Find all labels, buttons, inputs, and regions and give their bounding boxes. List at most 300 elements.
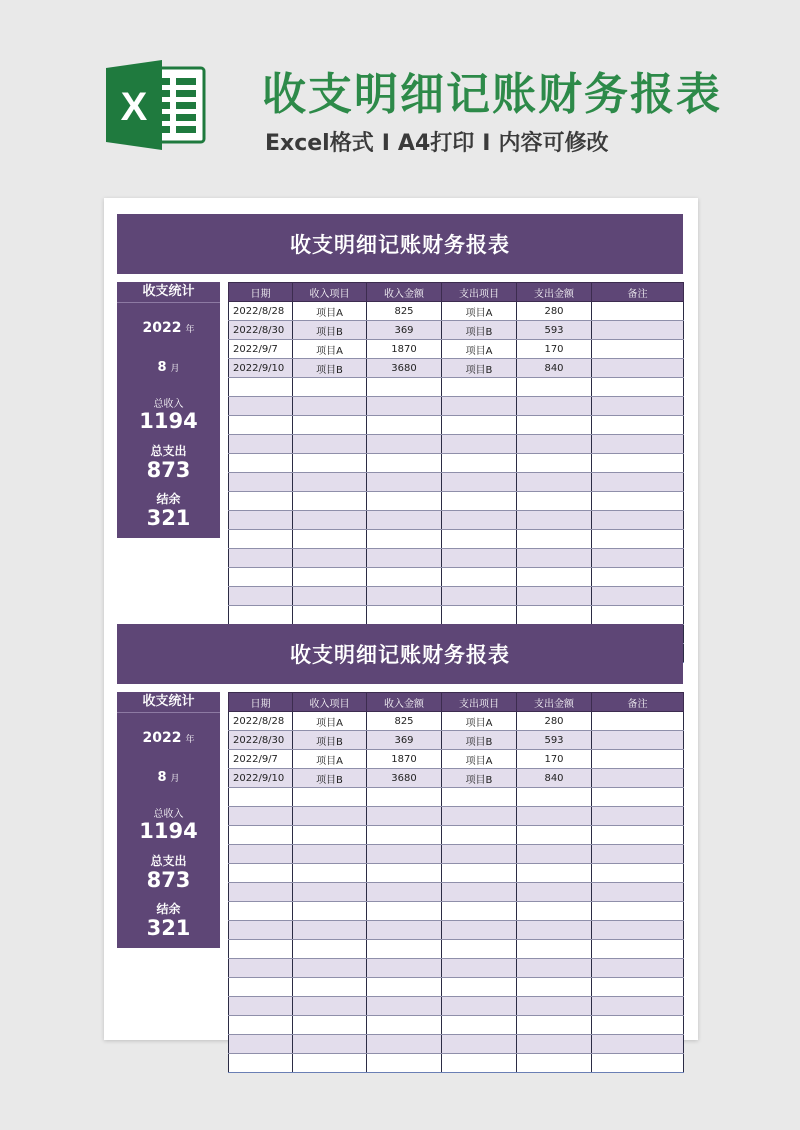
table-cell-empty[interactable] bbox=[293, 397, 367, 416]
table-cell-empty[interactable] bbox=[442, 1054, 517, 1073]
table-cell-empty[interactable] bbox=[367, 454, 442, 473]
total-expense-value: 873 bbox=[146, 868, 191, 892]
table-cell-empty[interactable] bbox=[592, 511, 684, 530]
column-header: 日期 bbox=[229, 283, 293, 302]
table-row bbox=[229, 321, 684, 340]
table-cell-empty[interactable] bbox=[367, 511, 442, 530]
summary-panel bbox=[117, 282, 220, 538]
column-header: 收入项目 bbox=[293, 693, 367, 712]
table-cell[interactable]: 项目A bbox=[442, 712, 517, 731]
table-cell-empty[interactable] bbox=[367, 473, 442, 492]
table-cell[interactable] bbox=[592, 750, 684, 769]
table-cell[interactable] bbox=[592, 769, 684, 788]
table-cell-empty[interactable] bbox=[517, 454, 592, 473]
table-cell-empty[interactable] bbox=[442, 921, 517, 940]
table-cell-empty[interactable] bbox=[517, 1035, 592, 1054]
table-cell-empty[interactable] bbox=[293, 997, 367, 1016]
table-cell-empty[interactable] bbox=[229, 978, 293, 997]
table-cell[interactable]: 369 bbox=[367, 321, 442, 340]
table-cell[interactable]: 项目B bbox=[442, 731, 517, 750]
table-row bbox=[229, 883, 684, 902]
table-cell-empty[interactable] bbox=[442, 568, 517, 587]
table-cell[interactable]: 2022/9/10 bbox=[229, 359, 293, 378]
table-cell-empty[interactable] bbox=[442, 1035, 517, 1054]
table-cell-empty[interactable] bbox=[517, 549, 592, 568]
table-cell-empty[interactable] bbox=[442, 416, 517, 435]
table-cell-empty[interactable] bbox=[229, 826, 293, 845]
table-cell[interactable]: 2022/9/10 bbox=[229, 769, 293, 788]
table-cell[interactable]: 项目A bbox=[293, 340, 367, 359]
table-cell-empty[interactable] bbox=[229, 568, 293, 587]
table-cell[interactable]: 项目B bbox=[293, 731, 367, 750]
table-row bbox=[229, 606, 684, 625]
table-cell-empty[interactable] bbox=[592, 397, 684, 416]
table-cell-empty[interactable] bbox=[293, 864, 367, 883]
table-row bbox=[229, 712, 684, 731]
table-cell-empty[interactable] bbox=[592, 378, 684, 397]
table-cell-empty[interactable] bbox=[517, 921, 592, 940]
table-cell-empty[interactable] bbox=[367, 940, 442, 959]
table-cell-empty[interactable] bbox=[293, 1035, 367, 1054]
table-cell-empty[interactable] bbox=[442, 587, 517, 606]
table-cell-empty[interactable] bbox=[517, 511, 592, 530]
column-header: 支出金额 bbox=[517, 283, 592, 302]
table-row bbox=[229, 750, 684, 769]
table-cell-empty[interactable] bbox=[367, 788, 442, 807]
table-cell-empty[interactable] bbox=[229, 473, 293, 492]
table-cell-empty[interactable] bbox=[517, 435, 592, 454]
table-cell-empty[interactable] bbox=[442, 530, 517, 549]
table-cell-empty[interactable] bbox=[367, 587, 442, 606]
table-cell-empty[interactable] bbox=[517, 1054, 592, 1073]
table-cell[interactable]: 825 bbox=[367, 302, 442, 321]
table-cell[interactable] bbox=[592, 302, 684, 321]
column-header: 日期 bbox=[229, 693, 293, 712]
table-cell-empty[interactable] bbox=[293, 549, 367, 568]
subtitle-separator: I bbox=[482, 131, 491, 156]
table-row bbox=[229, 587, 684, 606]
column-header: 支出金额 bbox=[517, 693, 592, 712]
total-expense-label: 总支出 bbox=[150, 854, 187, 868]
table-cell-empty[interactable] bbox=[229, 454, 293, 473]
table-cell-empty[interactable] bbox=[592, 549, 684, 568]
year-value: 2022 bbox=[142, 320, 182, 336]
table-cell-empty[interactable] bbox=[517, 845, 592, 864]
column-header: 收入项目 bbox=[293, 283, 367, 302]
table-row bbox=[229, 1016, 684, 1035]
table-cell-empty[interactable] bbox=[293, 416, 367, 435]
table-cell-empty[interactable] bbox=[293, 902, 367, 921]
table-cell-empty[interactable] bbox=[367, 997, 442, 1016]
total-expense-label: 总支出 bbox=[150, 444, 187, 458]
table-cell-empty[interactable] bbox=[442, 511, 517, 530]
table-cell-empty[interactable] bbox=[293, 845, 367, 864]
table-cell[interactable]: 2022/8/30 bbox=[229, 321, 293, 340]
table-cell-empty[interactable] bbox=[592, 978, 684, 997]
table-cell-empty[interactable] bbox=[517, 397, 592, 416]
table-cell-empty[interactable] bbox=[229, 397, 293, 416]
table-cell-empty[interactable] bbox=[293, 940, 367, 959]
table-cell-empty[interactable] bbox=[229, 940, 293, 959]
table-cell-empty[interactable] bbox=[592, 606, 684, 625]
table-cell-empty[interactable] bbox=[367, 397, 442, 416]
table-row bbox=[229, 530, 684, 549]
table-cell[interactable]: 项目B bbox=[293, 769, 367, 788]
table-cell[interactable]: 项目B bbox=[442, 359, 517, 378]
balance-value: 321 bbox=[146, 916, 191, 940]
table-row bbox=[229, 997, 684, 1016]
balance-label: 结余 bbox=[156, 492, 181, 506]
table-cell[interactable]: 项目B bbox=[442, 321, 517, 340]
subtitle-editable: 内容可修改 bbox=[498, 131, 609, 156]
table-cell[interactable]: 3680 bbox=[367, 359, 442, 378]
table-cell-empty[interactable] bbox=[367, 921, 442, 940]
table-cell-empty[interactable] bbox=[293, 883, 367, 902]
table-cell-empty[interactable] bbox=[229, 549, 293, 568]
table-cell-empty[interactable] bbox=[442, 826, 517, 845]
table-cell-empty[interactable] bbox=[293, 492, 367, 511]
table-cell[interactable]: 项目A bbox=[293, 750, 367, 769]
table-cell-empty[interactable] bbox=[517, 378, 592, 397]
table-cell-empty[interactable] bbox=[293, 378, 367, 397]
table-row bbox=[229, 788, 684, 807]
table-cell[interactable]: 项目A bbox=[442, 750, 517, 769]
table-cell-empty[interactable] bbox=[592, 1054, 684, 1073]
table-cell-empty[interactable] bbox=[293, 435, 367, 454]
table-cell-empty[interactable] bbox=[229, 511, 293, 530]
month-unit: 月 bbox=[170, 774, 180, 784]
table-cell-empty[interactable] bbox=[293, 587, 367, 606]
table-cell-empty[interactable] bbox=[229, 416, 293, 435]
table-cell[interactable]: 170 bbox=[517, 340, 592, 359]
table-cell-empty[interactable] bbox=[229, 997, 293, 1016]
table-cell-empty[interactable] bbox=[293, 1016, 367, 1035]
table-row bbox=[229, 397, 684, 416]
table-cell-empty[interactable] bbox=[517, 416, 592, 435]
table-cell-empty[interactable] bbox=[442, 845, 517, 864]
table-cell-empty[interactable] bbox=[592, 454, 684, 473]
summary-header: 收支统计 bbox=[117, 692, 220, 713]
subtitle-format: Excel格式 bbox=[265, 131, 374, 156]
table-cell-empty[interactable] bbox=[229, 921, 293, 940]
table-cell-empty[interactable] bbox=[592, 568, 684, 587]
summary-month bbox=[117, 770, 220, 785]
table-row bbox=[229, 769, 684, 788]
table-cell-empty[interactable] bbox=[517, 826, 592, 845]
table-cell-empty[interactable] bbox=[367, 978, 442, 997]
table-row bbox=[229, 378, 684, 397]
total-income-label: 总收入 bbox=[153, 809, 184, 820]
table-row bbox=[229, 340, 684, 359]
table-cell-empty[interactable] bbox=[367, 606, 442, 625]
column-header: 收入金额 bbox=[367, 283, 442, 302]
table-cell-empty[interactable] bbox=[293, 1054, 367, 1073]
table-cell[interactable]: 369 bbox=[367, 731, 442, 750]
table-cell[interactable]: 项目A bbox=[293, 712, 367, 731]
table-cell[interactable]: 2022/9/7 bbox=[229, 750, 293, 769]
excel-logo-icon bbox=[104, 58, 206, 152]
table-cell-empty[interactable] bbox=[367, 378, 442, 397]
column-header: 支出项目 bbox=[442, 283, 517, 302]
table-cell-empty[interactable] bbox=[442, 788, 517, 807]
table-cell-empty[interactable] bbox=[293, 826, 367, 845]
table-cell-empty[interactable] bbox=[517, 978, 592, 997]
table-cell-empty[interactable] bbox=[517, 1016, 592, 1035]
table-row bbox=[229, 511, 684, 530]
table-cell[interactable]: 2022/8/30 bbox=[229, 731, 293, 750]
table-cell-empty[interactable] bbox=[367, 826, 442, 845]
table-cell-empty[interactable] bbox=[592, 416, 684, 435]
table-row bbox=[229, 492, 684, 511]
table-cell-empty[interactable] bbox=[367, 883, 442, 902]
table-cell-empty[interactable] bbox=[592, 788, 684, 807]
table-cell-empty[interactable] bbox=[367, 864, 442, 883]
table-row bbox=[229, 549, 684, 568]
table-cell-empty[interactable] bbox=[592, 921, 684, 940]
ledger-table bbox=[228, 692, 684, 1073]
table-cell-empty[interactable] bbox=[367, 568, 442, 587]
table-cell-empty[interactable] bbox=[517, 807, 592, 826]
table-cell-empty[interactable] bbox=[592, 940, 684, 959]
subtitle-print: A4打印 bbox=[397, 131, 475, 156]
column-header: 支出项目 bbox=[442, 693, 517, 712]
table-cell-empty[interactable] bbox=[367, 492, 442, 511]
table-cell-empty[interactable] bbox=[517, 997, 592, 1016]
table-cell-empty[interactable] bbox=[442, 1016, 517, 1035]
table-cell-empty[interactable] bbox=[293, 568, 367, 587]
table-cell-empty[interactable] bbox=[442, 959, 517, 978]
table-cell-empty[interactable] bbox=[442, 397, 517, 416]
table-cell-empty[interactable] bbox=[293, 807, 367, 826]
balance-value: 321 bbox=[146, 506, 191, 530]
document-page bbox=[104, 198, 698, 1040]
table-cell-empty[interactable] bbox=[229, 845, 293, 864]
table-cell-empty[interactable] bbox=[367, 845, 442, 864]
table-row bbox=[229, 454, 684, 473]
table-cell-empty[interactable] bbox=[367, 959, 442, 978]
table-cell-empty[interactable] bbox=[293, 454, 367, 473]
table-cell-empty[interactable] bbox=[293, 530, 367, 549]
table-cell-empty[interactable] bbox=[367, 807, 442, 826]
table-cell[interactable]: 593 bbox=[517, 321, 592, 340]
table-cell-empty[interactable] bbox=[293, 473, 367, 492]
table-cell-empty[interactable] bbox=[442, 978, 517, 997]
table-row bbox=[229, 959, 684, 978]
table-cell-empty[interactable] bbox=[293, 511, 367, 530]
table-cell-empty[interactable] bbox=[229, 788, 293, 807]
column-header: 备注 bbox=[592, 283, 684, 302]
table-cell-empty[interactable] bbox=[442, 492, 517, 511]
table-cell-empty[interactable] bbox=[442, 883, 517, 902]
table-cell-empty[interactable] bbox=[592, 883, 684, 902]
summary-year bbox=[117, 730, 220, 746]
table-row bbox=[229, 302, 684, 321]
total-income-label: 总收入 bbox=[153, 399, 184, 410]
table-cell-empty[interactable] bbox=[592, 826, 684, 845]
year-unit: 年 bbox=[185, 325, 195, 335]
table-row bbox=[229, 1054, 684, 1073]
table-cell-empty[interactable] bbox=[442, 997, 517, 1016]
table-cell[interactable]: 840 bbox=[517, 769, 592, 788]
table-cell-empty[interactable] bbox=[229, 807, 293, 826]
table-cell-empty[interactable] bbox=[517, 902, 592, 921]
table-cell-empty[interactable] bbox=[592, 845, 684, 864]
table-cell-empty[interactable] bbox=[293, 921, 367, 940]
table-cell-empty[interactable] bbox=[229, 435, 293, 454]
table-cell-empty[interactable] bbox=[229, 587, 293, 606]
table-cell[interactable]: 840 bbox=[517, 359, 592, 378]
table-cell-empty[interactable] bbox=[592, 435, 684, 454]
table-cell-empty[interactable] bbox=[229, 1054, 293, 1073]
table-cell-empty[interactable] bbox=[442, 549, 517, 568]
table-cell-empty[interactable] bbox=[367, 1054, 442, 1073]
table-cell-empty[interactable] bbox=[367, 1016, 442, 1035]
year-value: 2022 bbox=[142, 730, 182, 746]
table-cell-empty[interactable] bbox=[517, 587, 592, 606]
table-row bbox=[229, 568, 684, 587]
table-row bbox=[229, 731, 684, 750]
subtitle-separator: I bbox=[381, 131, 390, 156]
table-row bbox=[229, 1035, 684, 1054]
table-cell[interactable] bbox=[592, 731, 684, 750]
table-cell-empty[interactable] bbox=[442, 807, 517, 826]
table-row bbox=[229, 845, 684, 864]
table-cell-empty[interactable] bbox=[442, 435, 517, 454]
table-header-row bbox=[229, 283, 684, 302]
table-cell-empty[interactable] bbox=[367, 902, 442, 921]
table-cell[interactable]: 1870 bbox=[367, 340, 442, 359]
table-cell-empty[interactable] bbox=[367, 416, 442, 435]
table-cell-empty[interactable] bbox=[229, 902, 293, 921]
table-cell[interactable]: 项目A bbox=[442, 302, 517, 321]
table-cell-empty[interactable] bbox=[517, 530, 592, 549]
table-cell[interactable]: 2022/8/28 bbox=[229, 712, 293, 731]
table-cell-empty[interactable] bbox=[517, 883, 592, 902]
table-cell[interactable] bbox=[592, 712, 684, 731]
table-cell-empty[interactable] bbox=[517, 606, 592, 625]
table-cell-empty[interactable] bbox=[229, 378, 293, 397]
table-cell[interactable]: 170 bbox=[517, 750, 592, 769]
table-cell-empty[interactable] bbox=[592, 902, 684, 921]
table-header-row bbox=[229, 693, 684, 712]
table-cell[interactable]: 项目B bbox=[293, 321, 367, 340]
table-cell-empty[interactable] bbox=[367, 530, 442, 549]
table-cell[interactable]: 1870 bbox=[367, 750, 442, 769]
table-cell-empty[interactable] bbox=[229, 492, 293, 511]
balance-label: 结余 bbox=[156, 902, 181, 916]
page-subtitle bbox=[265, 126, 608, 157]
table-cell-empty[interactable] bbox=[517, 492, 592, 511]
table-cell-empty[interactable] bbox=[517, 473, 592, 492]
table-cell-empty[interactable] bbox=[442, 902, 517, 921]
table-cell-empty[interactable] bbox=[517, 788, 592, 807]
table-cell-empty[interactable] bbox=[592, 1016, 684, 1035]
table-cell-empty[interactable] bbox=[293, 978, 367, 997]
table-cell-empty[interactable] bbox=[293, 606, 367, 625]
table-cell[interactable]: 项目A bbox=[442, 340, 517, 359]
table-cell[interactable]: 项目B bbox=[442, 769, 517, 788]
total-income-value: 1194 bbox=[139, 409, 198, 433]
sheet-title: 收支明细记账财务报表 bbox=[117, 624, 683, 684]
table-cell-empty[interactable] bbox=[592, 530, 684, 549]
table-cell[interactable]: 280 bbox=[517, 302, 592, 321]
table-cell-empty[interactable] bbox=[517, 940, 592, 959]
table-cell-empty[interactable] bbox=[517, 568, 592, 587]
table-cell-empty[interactable] bbox=[229, 864, 293, 883]
table-row bbox=[229, 416, 684, 435]
table-cell[interactable] bbox=[592, 340, 684, 359]
table-cell[interactable]: 项目B bbox=[293, 359, 367, 378]
table-cell-empty[interactable] bbox=[229, 606, 293, 625]
table-cell-empty[interactable] bbox=[442, 378, 517, 397]
table-cell-empty[interactable] bbox=[229, 1016, 293, 1035]
table-cell[interactable]: 593 bbox=[517, 731, 592, 750]
table-cell-empty[interactable] bbox=[442, 940, 517, 959]
table-cell-empty[interactable] bbox=[592, 864, 684, 883]
table-cell-empty[interactable] bbox=[592, 997, 684, 1016]
table-cell[interactable]: 2022/8/28 bbox=[229, 302, 293, 321]
table-cell-empty[interactable] bbox=[367, 435, 442, 454]
ledger-table bbox=[228, 282, 684, 663]
table-cell-empty[interactable] bbox=[442, 473, 517, 492]
table-cell-empty[interactable] bbox=[367, 1035, 442, 1054]
table-cell[interactable]: 825 bbox=[367, 712, 442, 731]
sheet-title: 收支明细记账财务报表 bbox=[117, 214, 683, 274]
svg-text:X: X bbox=[120, 85, 148, 129]
summary-panel bbox=[117, 692, 220, 948]
table-row bbox=[229, 978, 684, 997]
table-cell[interactable]: 280 bbox=[517, 712, 592, 731]
table-row bbox=[229, 921, 684, 940]
table-row bbox=[229, 864, 684, 883]
table-cell-empty[interactable] bbox=[442, 606, 517, 625]
total-income-value: 1194 bbox=[139, 819, 198, 843]
table-cell-empty[interactable] bbox=[592, 492, 684, 511]
month-unit: 月 bbox=[170, 364, 180, 374]
table-cell-empty[interactable] bbox=[592, 959, 684, 978]
summary-month bbox=[117, 360, 220, 375]
table-row bbox=[229, 826, 684, 845]
table-cell-empty[interactable] bbox=[442, 454, 517, 473]
table-cell-empty[interactable] bbox=[442, 864, 517, 883]
table-cell-empty[interactable] bbox=[229, 959, 293, 978]
table-row bbox=[229, 807, 684, 826]
table-cell-empty[interactable] bbox=[592, 1035, 684, 1054]
month-value: 8 bbox=[157, 360, 167, 375]
page-header bbox=[0, 0, 800, 180]
table-cell-empty[interactable] bbox=[517, 959, 592, 978]
table-cell-empty[interactable] bbox=[367, 549, 442, 568]
table-cell-empty[interactable] bbox=[592, 473, 684, 492]
table-cell-empty[interactable] bbox=[592, 587, 684, 606]
table-cell-empty[interactable] bbox=[229, 1035, 293, 1054]
table-cell-empty[interactable] bbox=[517, 864, 592, 883]
page-title: 收支明细记账财务报表 bbox=[262, 69, 722, 120]
table-cell-empty[interactable] bbox=[293, 788, 367, 807]
table-cell[interactable]: 项目A bbox=[293, 302, 367, 321]
table-cell[interactable] bbox=[592, 359, 684, 378]
table-row bbox=[229, 473, 684, 492]
table-cell[interactable]: 2022/9/7 bbox=[229, 340, 293, 359]
table-row bbox=[229, 940, 684, 959]
summary-header: 收支统计 bbox=[117, 282, 220, 303]
table-cell-empty[interactable] bbox=[229, 530, 293, 549]
table-cell[interactable]: 3680 bbox=[367, 769, 442, 788]
table-cell-empty[interactable] bbox=[592, 807, 684, 826]
table-cell[interactable] bbox=[592, 321, 684, 340]
table-cell-empty[interactable] bbox=[229, 883, 293, 902]
table-cell-empty[interactable] bbox=[293, 959, 367, 978]
